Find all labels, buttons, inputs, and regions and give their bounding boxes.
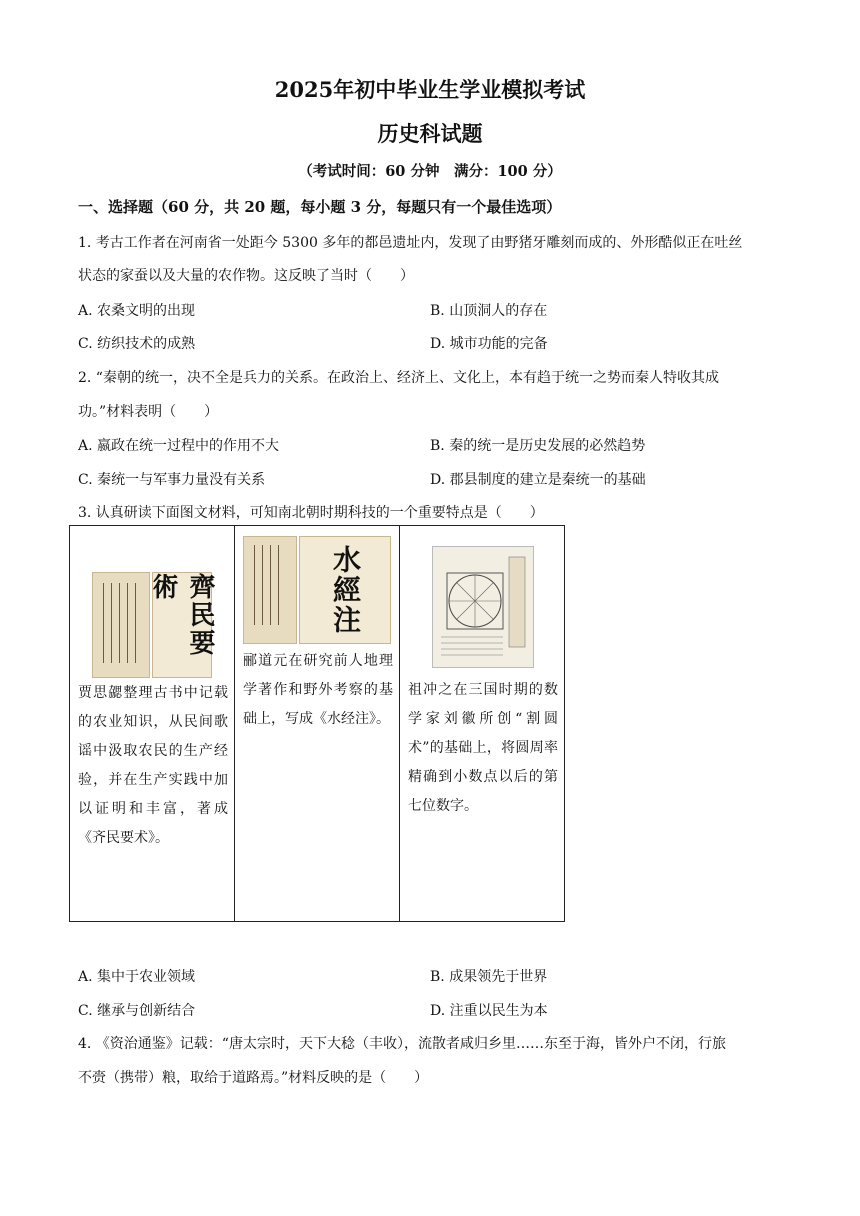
q1-option-b: B. 山顶洞人的存在 xyxy=(430,303,548,319)
section-heading: 一、选择题（60 分，共 20 题，每小题 3 分，每题只有一个最佳选项） xyxy=(78,198,562,216)
qimin-yaoshu-cover-image xyxy=(148,572,215,678)
material-cell-shuijing xyxy=(235,526,400,922)
subject-title: 历史科试题 xyxy=(377,121,483,146)
q3-option-d: D. 注重以民生为本 xyxy=(430,1003,548,1019)
q3-option-c: C. 继承与创新结合 xyxy=(78,1003,196,1019)
q1-option-d: D. 城市功能的完备 xyxy=(430,336,548,352)
q2-option-c: C. 秦统一与军事力量没有关系 xyxy=(78,472,266,488)
book-page-image xyxy=(243,536,297,644)
pi-calculation-diagram-image xyxy=(432,546,534,668)
q3-option-a: A. 集中于农业领域 xyxy=(78,969,196,985)
material-cell-zuchongzhi xyxy=(400,526,565,922)
q2-option-d: D. 郡县制度的建立是秦统一的基础 xyxy=(430,472,646,488)
q3-material-table xyxy=(69,525,565,922)
material-cell-qimin xyxy=(70,526,235,922)
material-text-3: 祖冲之在三国时期的数学家刘徽所创“割圆术”的基础上，将圆周率精确到小数点以后的第七位数字。 xyxy=(408,682,558,814)
q3-option-b: B. 成果领先于世界 xyxy=(430,969,548,985)
shuijing-zhu-cover-image xyxy=(299,536,391,644)
book-page-image xyxy=(92,572,150,678)
q1-stem-line2: 状态的家蚕以及大量的农作物。这反映了当时（ ） xyxy=(78,268,414,284)
cover-title: 水經注 xyxy=(329,545,362,635)
circle-diagram-icon xyxy=(433,547,533,667)
q2-stem-line1: 2. “秦朝的统一，决不全是兵力的关系。在政治上、经济上、文化上，本有趋于统一之势而秦人特收其成 xyxy=(78,370,719,386)
q1-stem-line1: 1. 考古工作者在河南省一处距今 5300 多年的都邑遗址内，发现了由野猪牙雕刻而成的、外形酷似正在吐丝 xyxy=(78,235,743,251)
cover-title: 齊民要術 xyxy=(148,573,215,657)
q2-option-b: B. 秦的统一是历史发展的必然趋势 xyxy=(430,438,646,454)
q2-stem-line2: 功。”材料表明（ ） xyxy=(78,404,219,420)
material-text-1: 贾思勰整理古书中记载的农业知识，从民间歌谣中汲取农民的生产经验，并在生产实践中加以证明和丰富，著成《齐民要术》。 xyxy=(78,685,228,846)
material-text-2: 郦道元在研究前人地理学著作和野外考察的基础上，写成《水经注》。 xyxy=(243,653,393,727)
exam-info: （考试时间：60 分钟 满分：100 分） xyxy=(298,163,562,180)
q4-stem-line2: 不赍（携带）粮，取给于道路焉。”材料反映的是（ ） xyxy=(78,1070,429,1086)
exam-title: 2025年初中毕业生学业模拟考试 xyxy=(274,77,586,102)
q1-option-c: C. 纺织技术的成熟 xyxy=(78,336,196,352)
q3-stem: 3. 认真研读下面图文材料，可知南北朝时期科技的一个重要特点是（ ） xyxy=(78,505,544,521)
q2-option-a: A. 嬴政在统一过程中的作用不大 xyxy=(78,438,280,454)
q1-option-a: A. 农桑文明的出现 xyxy=(78,303,196,319)
q4-stem-line1: 4. 《资治通鉴》记载：“唐太宗时，天下大稔（丰收），流散者咸归乡里……东至于海，皆外户不闭，行旅 xyxy=(78,1036,726,1052)
